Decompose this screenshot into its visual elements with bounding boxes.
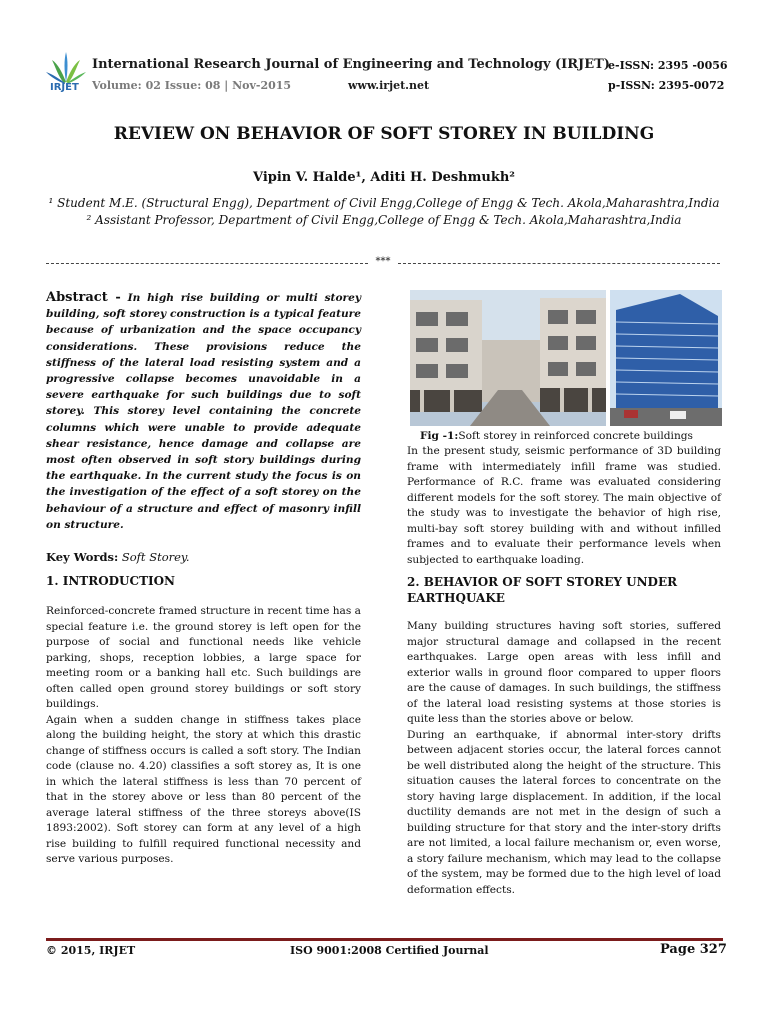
journal-logo: [44, 50, 88, 96]
footer-rule: [46, 938, 723, 941]
section-1-heading: 1. INTRODUCTION: [46, 574, 176, 588]
section-2-paragraph-2: During an earthquake, if abnormal inter-story drifts between adjacent stories occur, the lateral forces cannot be well distributed along the height of the structure. This situation causes the lateral forces to concentrate on the story having large displacement. In addition, if the local ductility demands are not met in the design of such a building structure for that story and the inter-story drifts are not limited, a local failure mechanism or, even worse, a story failure mechanism, which may lead to the collapse of the system, may be formed due to the high level of load deformation effects.: [407, 728, 721, 896]
section-separator: [46, 257, 720, 269]
abstract: [46, 290, 361, 533]
figure-1-photo-street: [410, 290, 606, 426]
affiliation-1: ¹ Student M.E. (Structural Engg), Department of Civil Engg,College of Engg & Tech. Akola,Maharashtra,India: [48, 196, 720, 210]
section-2-paragraph-1: Many building structures having soft stories, suffered major structural damage and collapsed in the recent earthquakes. Large open areas with less infill and exterior walls in ground floor compared to upper floors are the cause of damages. In such buildings, the stiffness of the lateral load resisting systems at those stories is quite less than the stories above or below.: [407, 620, 721, 725]
page-number: Page 327: [660, 942, 727, 957]
keywords-text: Soft Storey.: [121, 550, 190, 564]
journal-website[interactable]: www.irjet.net: [348, 79, 430, 92]
section-1-paragraph-2: Again when a sudden change in stiffness takes place along the building height, the story at which this drastic change of stiffness occurs is called a soft story. The Indian code (clause no. 4.20) classifies a soft storey as, It is one in which the lateral stiffness is less than 70 percent of that in the storey above or less than 80 percent of the average lateral stiffness of the three storeys above(IS 1893:2002). Soft storey can form at any level of a high rise building to fulfill required functional necessity and serve various purposes.: [46, 713, 361, 865]
abstract-text: In high rise building or multi storey building, soft storey construction is a typical feature because of urbanization and the space occupancy considerations. These provisions reduce the stiffness of the lateral load resisting system and a progressive collapse becomes unavoidable in a severe earthquake for such buildings due to soft storey. This storey level containing the concrete columns which were unable to provide adequate shear resistance, hence damage and collapse are most often observed in soft story buildings during the earthquake. In the current study the focus is on the investigation of the effect of a soft storey on the behaviour of a structure and effect of masonry infill on structure.: [46, 292, 361, 531]
paper-title: REVIEW ON BEHAVIOR OF SOFT STOREY IN BUILDING: [113, 124, 655, 144]
figure-1-photo-building: [610, 290, 722, 426]
p-issn: p-ISSN: 2395-0072: [608, 79, 725, 92]
footer-iso: ISO 9001:2008 Certified Journal: [290, 944, 489, 957]
figure-1-caption: [420, 430, 693, 442]
e-issn: e-ISSN: 2395 -0056: [608, 59, 728, 72]
keywords: [46, 550, 190, 564]
section-2-heading: 2. BEHAVIOR OF SOFT STOREY UNDER EARTHQUAKE: [407, 575, 678, 605]
journal-name: International Research Journal of Engineering and Technology (IRJET): [92, 57, 610, 72]
figure-1-caption-text: Soft storey in reinforced concrete buildings: [458, 430, 693, 442]
section-1-body: [46, 604, 361, 868]
figure-1-label: Fig -1:: [420, 430, 459, 442]
section-1-paragraph-1: Reinforced-concrete framed structure in recent time has a special feature i.e. the ground storey is left open for the purpose of social and functional needs like vehicle parking, shops, reception lobbies, a large space for meeting room or a banking hall etc. Such buildings are often called open ground storey buildings or soft story buildings.: [46, 605, 361, 710]
affiliation-2: ² Assistant Professor, Department of Civil Engg,College of Engg & Tech. Akola,Maharashtra,India: [86, 213, 682, 227]
logo-text: IRJET: [50, 82, 79, 93]
footer-copyright: © 2015, IRJET: [46, 944, 136, 957]
keywords-label: Key Words:: [46, 550, 119, 564]
paper-authors: Vipin V. Halde¹, Aditi H. Deshmukh²: [252, 170, 515, 185]
section-2-body: [407, 619, 721, 898]
right-column-paragraph: In the present study, seismic performance of 3D building frame with intermediately infill frame was studied. Performance of R.C. frame was evaluated considering different models for the soft storey. The main objective of the study was to investigate the behavior of high rise, multi-bay soft storey building with and without infilled frames and to evaluate their performance levels when subjected to earthquake loading.: [407, 445, 721, 566]
abstract-label: Abstract -: [46, 290, 121, 305]
volume-issue: Volume: 02 Issue: 08 | Nov-2015: [92, 79, 292, 92]
separator-mark: ***: [371, 256, 395, 267]
